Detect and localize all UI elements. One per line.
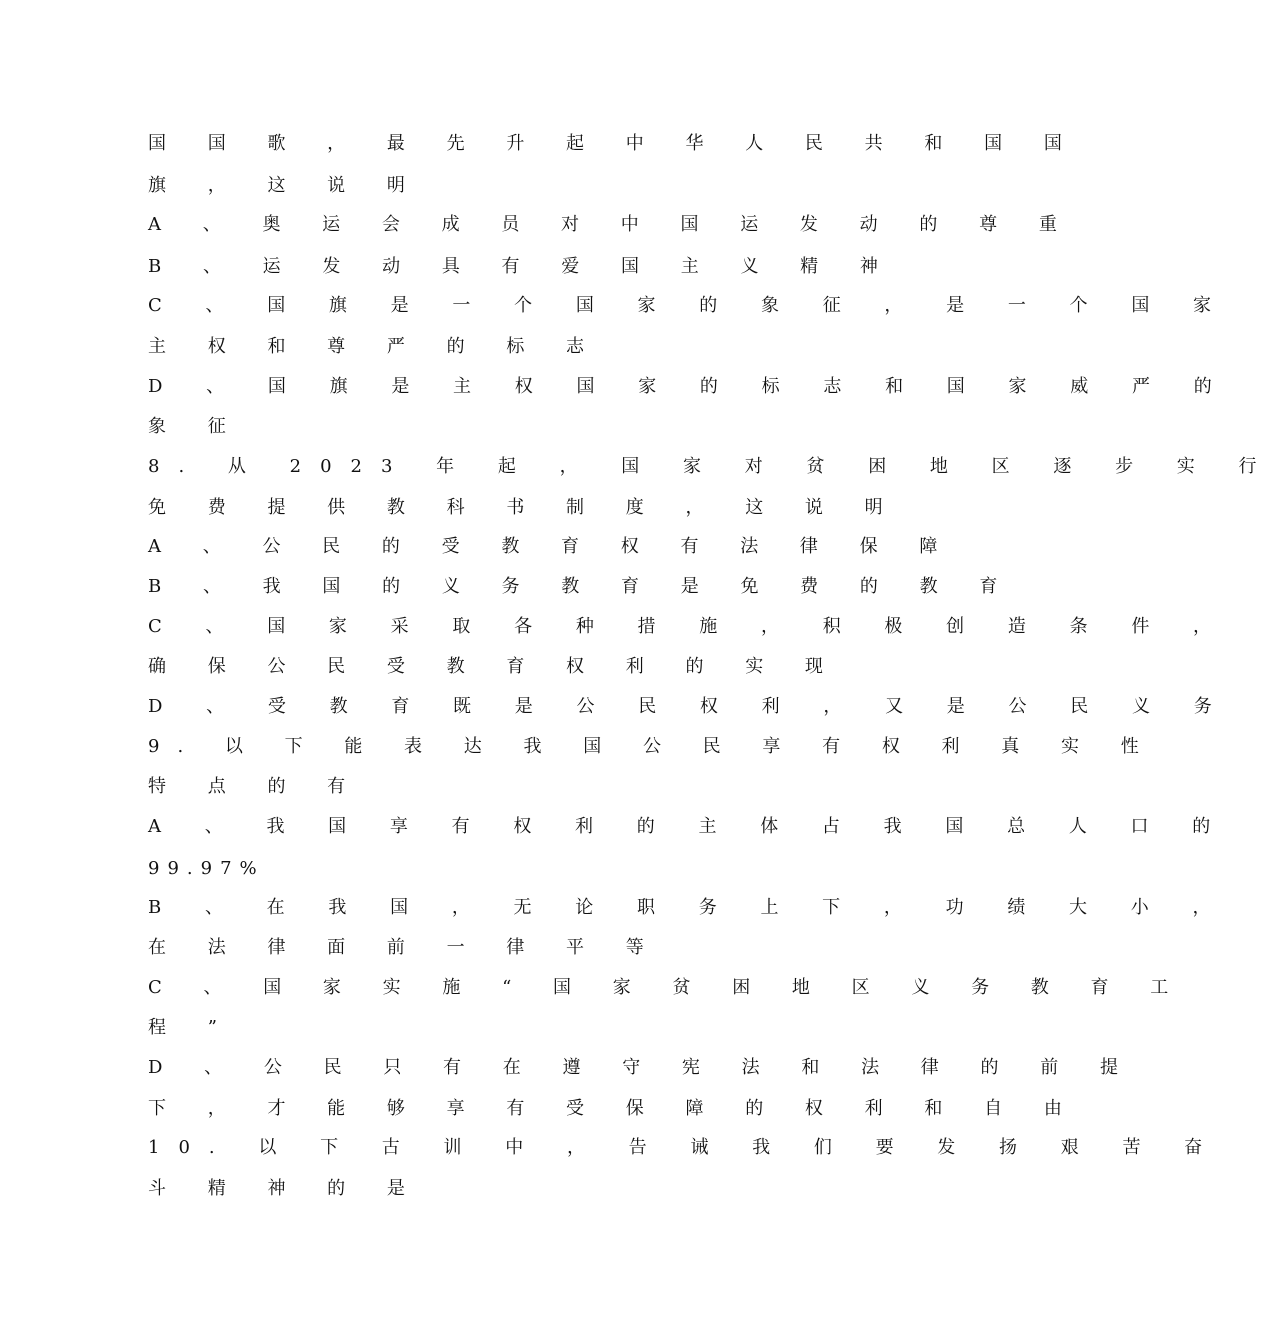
q8-option-c-continuation: 确 保 公 民 受 教 育 权 利 的 实 现 xyxy=(148,656,841,677)
q9-option-d-continuation: 下 ， 才 能 够 享 有 受 保 障 的 权 利 和 自 由 xyxy=(148,1098,1080,1119)
q8-option-d-line: D 、 受 教 育 既 是 公 民 权 利 ， 又 是 公 民 义 务 xyxy=(148,696,1231,717)
q8-option-b-line: B 、 我 国 的 义 务 教 育 是 免 费 的 教 育 xyxy=(148,576,1016,597)
q9-option-c-line: C 、 国 家 实 施 “ 国 家 贫 困 地 区 义 务 教 育 工 xyxy=(148,977,1187,998)
text-line-1: 国 国 歌 ， 最 先 升 起 中 华 人 民 共 和 国 国 xyxy=(148,133,1080,154)
q9-option-a-continuation: 99.97% xyxy=(148,858,265,879)
question-9-continuation: 特 点 的 有 xyxy=(148,776,364,797)
q8-option-a-line: A 、 公 民 的 受 教 育 权 有 法 律 保 障 xyxy=(148,536,956,557)
option-a-line: A 、 奥 运 会 成 员 对 中 国 运 发 动 的 尊 重 xyxy=(148,214,1075,235)
question-10-line: 10. 以 下 古 训 中 ， 告 诫 我 们 要 发 扬 艰 苦 奋 xyxy=(148,1137,1222,1158)
q9-option-b-continuation: 在 法 律 面 前 一 律 平 等 xyxy=(148,937,662,958)
q9-option-b-line: B 、 在 我 国 ， 无 论 职 务 上 下 ， 功 绩 大 小 ， xyxy=(148,897,1230,918)
option-c-line: C 、 国 旗 是 一 个 国 家 的 象 征 ， 是 一 个 国 家 xyxy=(148,295,1231,316)
q9-option-a-line: A 、 我 国 享 有 权 利 的 主 体 占 我 国 总 人 口 的 xyxy=(148,816,1230,837)
option-d-line: D 、 国 旗 是 主 权 国 家 的 标 志 和 国 家 威 严 的 xyxy=(148,376,1231,397)
question-9-line: 9. 以 下 能 表 达 我 国 公 民 享 有 权 利 真 实 性 xyxy=(148,736,1157,757)
text-line-2: 旗 ， 这 说 明 xyxy=(148,175,423,196)
option-c-continuation: 主 权 和 尊 严 的 标 志 xyxy=(148,336,603,357)
option-b-line: B 、 运 发 动 具 有 爱 国 主 义 精 神 xyxy=(148,256,896,277)
question-10-continuation: 斗 精 神 的 是 xyxy=(148,1178,423,1199)
q8-option-c-line: C 、 国 家 采 取 各 种 措 施 ， 积 极 创 造 条 件 ， xyxy=(148,616,1231,637)
q9-option-d-line: D 、 公 民 只 有 在 遵 守 宪 法 和 法 律 的 前 提 xyxy=(148,1057,1136,1078)
option-d-continuation: 象 征 xyxy=(148,416,244,437)
question-8-continuation: 免 费 提 供 教 科 书 制 度 ， 这 说 明 xyxy=(148,497,901,518)
question-8-line: 8. 从 2023 年 起 ， 国 家 对 贫 困 地 区 逐 步 实 行 xyxy=(148,456,1276,477)
q9-option-c-continuation: 程 ” xyxy=(148,1017,235,1038)
